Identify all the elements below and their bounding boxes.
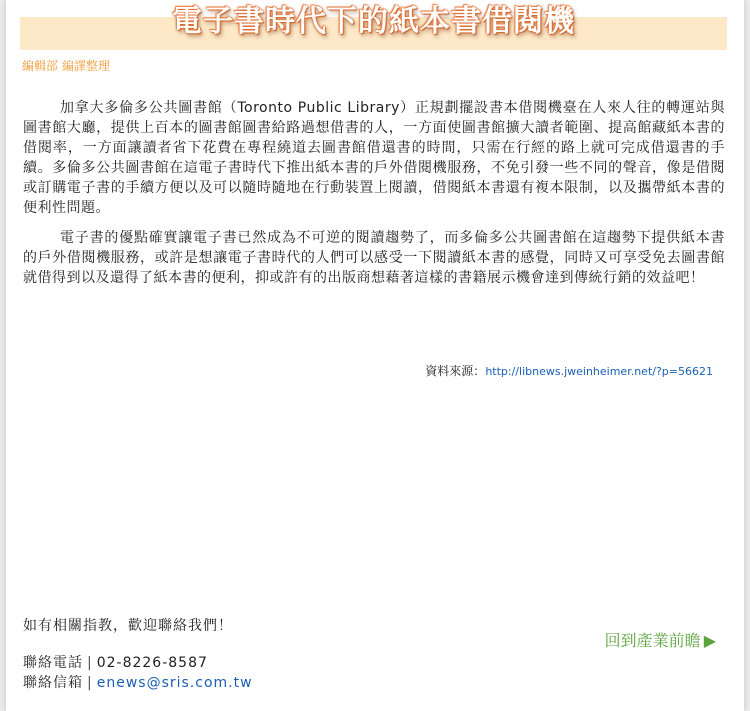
article-paragraph: 加拿大多倫多公共圖書館（Toronto Public Library）正規劃擺設書本借閱機臺在人來人往的轉運站與圖書館大廳，提供上百本的圖書館圖書給路過想借書的人，一方面使圖書館擴大讀者範圍、提高館藏紙本書的借閱率，一方面讓讀者省下花費在專程繞道去圖書館借還書的時間，只需在行經的路上就可完成借還書的手續。多倫多公共圖書館在這電子書時代下推出紙本書的戶外借閱機服務，不免引發一些不同的聲音，像是借閱或訂購電子書的手續方便以及可以隨時隨地在行動裝置上閱讀，借閱紙本書還有複本限制，以及攜帶紙本書的便利性問題。 (23, 100, 725, 216)
source-label: 資料來源： (425, 364, 486, 378)
phone-separator: | (87, 655, 93, 671)
contact-block (23, 616, 253, 693)
play-arrow-icon: ▶ (703, 631, 716, 650)
title-banner (20, 4, 727, 50)
phone-label: 聯絡電話 (23, 655, 83, 671)
phone-line (23, 653, 253, 673)
article-body (23, 98, 725, 298)
source-link[interactable]: http://libnews.jweinheimer.net/?p=56621 (485, 365, 713, 378)
page (6, 0, 744, 711)
source-line (425, 362, 713, 381)
email-label: 聯絡信箱 (23, 675, 83, 691)
back-link-label: 回到產業前瞻 (604, 631, 701, 650)
contact-prompt: 如有相關指教，歡迎聯絡我們！ (23, 618, 233, 634)
email-link[interactable]: enews@sris.com.tw (96, 675, 253, 691)
phone-number: 02-8226-8587 (96, 655, 208, 671)
page-title: 電子書時代下的紙本書借閱機 (172, 4, 575, 39)
article-paragraph: 電子書的優點確實讓電子書已然成為不可逆的閱讀趨勢了，而多倫多公共圖書館在這趨勢下提供紙本書的戶外借閱機服務，或許是想讓電子書時代的人們可以感受一下閱讀紙本書的感覺，同時又可享受免去圖書館就借得到以及還得了紙本書的便利，抑或許有的出版商想藉著這樣的書籍展示機會達到傳統行銷的效益吧！ (23, 230, 725, 286)
email-separator: | (87, 675, 93, 691)
byline: 編輯部 編譯整理 (22, 59, 110, 73)
back-to-industry-link[interactable] (605, 630, 716, 652)
email-line (23, 673, 253, 693)
